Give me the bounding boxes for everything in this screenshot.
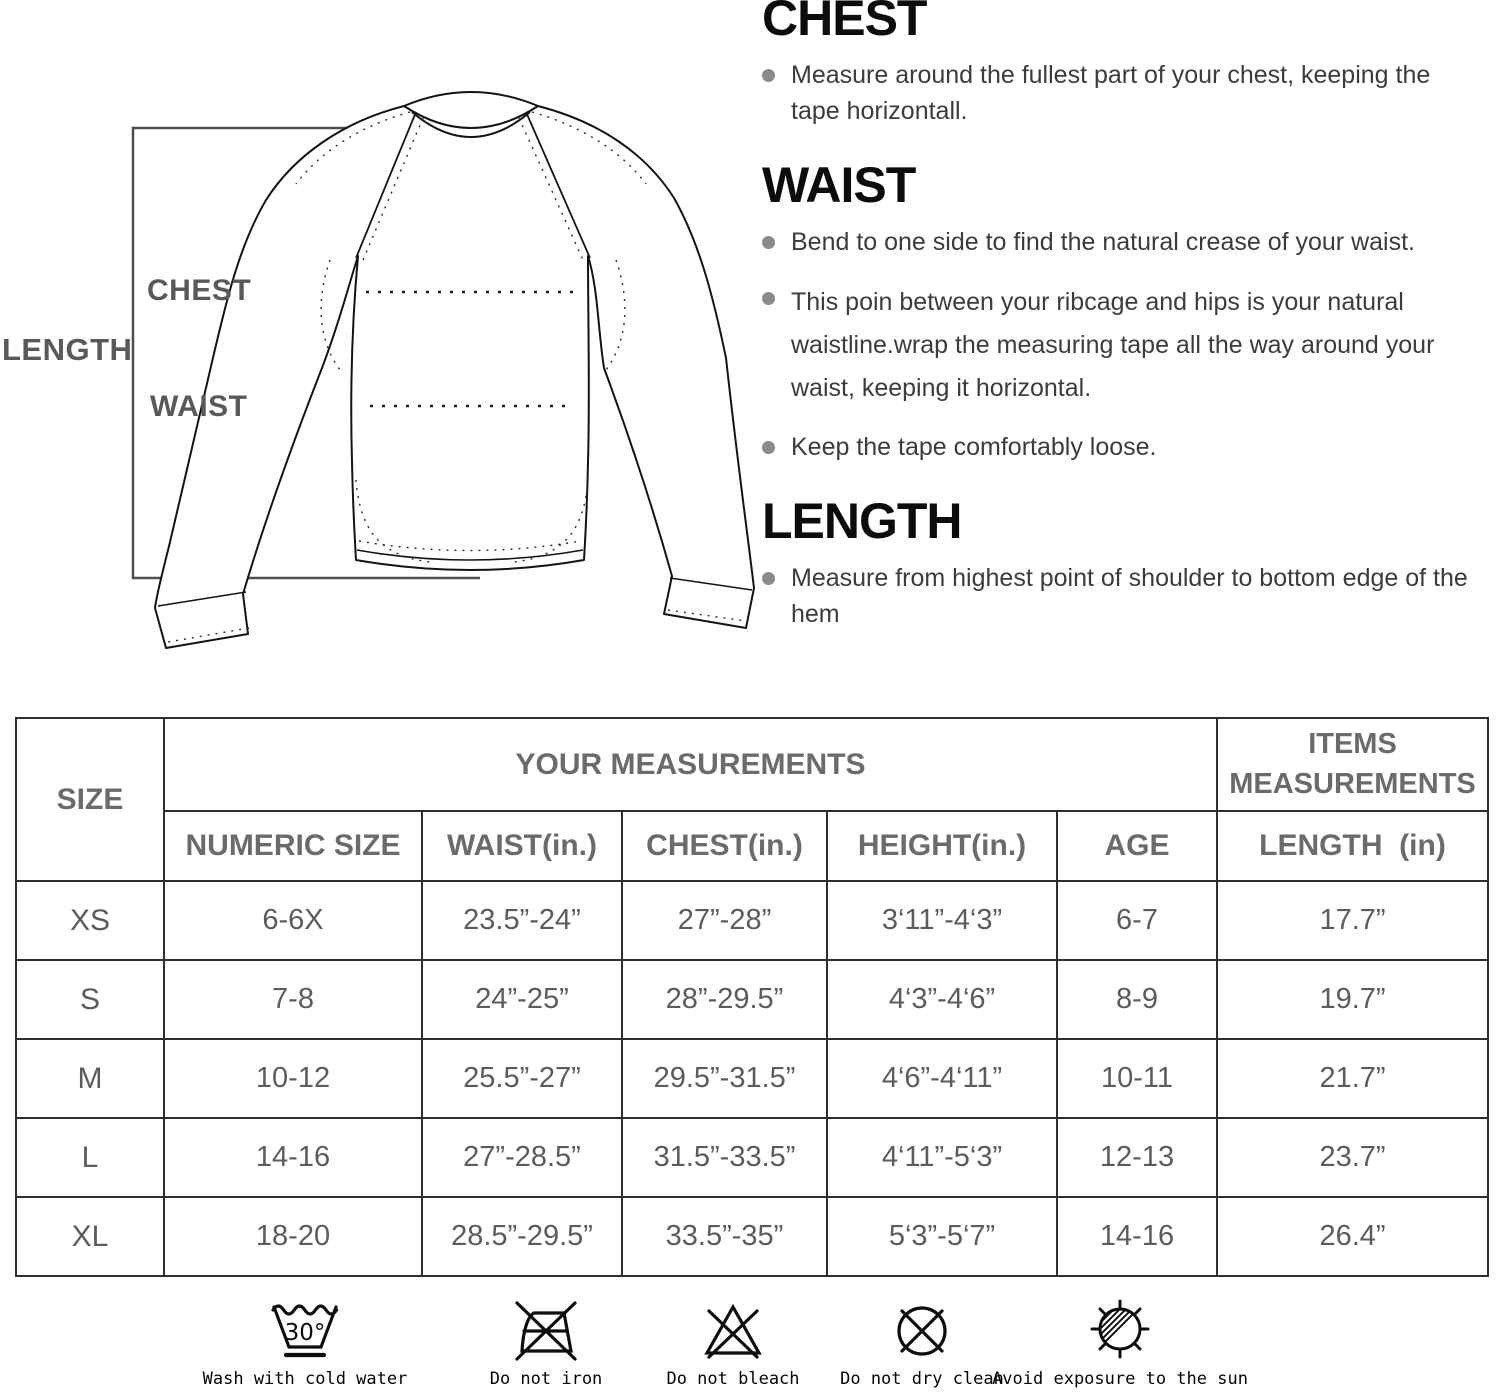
table-row-l <box>16 1118 1488 1197</box>
size-cell: M <box>16 1039 164 1118</box>
waist-bullet <box>762 281 1477 410</box>
col-height: HEIGHT(in.) <box>827 811 1057 881</box>
numeric-size-cell: 6-6X <box>164 881 422 960</box>
waist-section-title: WAIST <box>762 157 916 213</box>
height-cell: 5‘3”-5‘7” <box>827 1197 1057 1276</box>
your-measurements-header: YOUR MEASUREMENTS <box>164 718 1217 811</box>
shirt-diagram <box>0 60 760 680</box>
waist-bullet <box>762 225 1477 261</box>
waist-cell: 28.5”-29.5” <box>422 1197 622 1276</box>
care-label: Do not iron <box>489 1369 603 1389</box>
length-cell: 23.7” <box>1217 1118 1488 1197</box>
age-cell: 10-11 <box>1057 1039 1217 1118</box>
wash-temp-text: 30° <box>284 1320 326 1346</box>
chest-bullet <box>762 58 1477 129</box>
chest-section <box>762 0 1477 129</box>
age-cell: 12-13 <box>1057 1118 1217 1197</box>
waist-cell: 23.5”-24” <box>422 881 622 960</box>
do-not-dry-clean-icon <box>890 1295 954 1363</box>
chest-cell: 33.5”-35” <box>622 1197 827 1276</box>
avoid-sun-icon <box>1088 1295 1152 1363</box>
table-row-m <box>16 1039 1488 1118</box>
diagram-length-label: LENGTH <box>2 332 133 367</box>
bullet-dot <box>762 69 775 82</box>
waist-cell: 24”-25” <box>422 960 622 1039</box>
bullet-dot <box>762 572 775 585</box>
col-length: LENGTH (in) <box>1217 811 1488 881</box>
bullet-text: Bend to one side to find the natural crease of your waist. <box>791 228 1415 256</box>
col-chest: CHEST(in.) <box>622 811 827 881</box>
bullet-dot <box>762 441 775 454</box>
bullet-text: Measure from highest point of shoulder to bottom edge of the hem <box>791 564 1468 628</box>
height-cell: 4‘3”-4‘6” <box>827 960 1057 1039</box>
numeric-size-cell: 10-12 <box>164 1039 422 1118</box>
wash-cold-30-icon <box>267 1295 343 1363</box>
size-chart-table <box>15 717 1489 1277</box>
waist-bullet <box>762 430 1477 466</box>
do-not-iron-icon <box>514 1295 578 1363</box>
col-age: AGE <box>1057 811 1217 881</box>
length-section <box>762 495 1477 632</box>
waist-cell: 27”-28.5” <box>422 1118 622 1197</box>
shirt-outline <box>155 92 754 648</box>
bullet-text: Measure around the fullest part of your chest, keeping the tape horizontall. <box>791 61 1431 125</box>
table-row-xl <box>16 1197 1488 1276</box>
col-waist: WAIST(in.) <box>422 811 622 881</box>
bullet-text: This poin between your ribcage and hips is your natural waistline.wrap the measuring tape all the way around your waist, keeping it horizontal. <box>791 287 1435 402</box>
size-cell: S <box>16 960 164 1039</box>
size-cell: XL <box>16 1197 164 1276</box>
length-section-title: LENGTH <box>762 493 962 549</box>
care-label: Do not bleach <box>666 1369 800 1389</box>
bullet-dot <box>762 292 775 305</box>
care-label: Avoid exposure to the sun <box>992 1369 1248 1389</box>
care-item-wash <box>175 1295 435 1389</box>
do-not-bleach-icon <box>701 1295 765 1363</box>
numeric-size-cell: 14-16 <box>164 1118 422 1197</box>
length-cell: 17.7” <box>1217 881 1488 960</box>
diagram-chest-label: CHEST <box>147 274 252 307</box>
care-item-sun <box>990 1295 1250 1389</box>
diagram-waist-label: WAIST <box>150 390 248 423</box>
table-row-s <box>16 960 1488 1039</box>
measuring-instructions <box>762 0 1477 662</box>
bullet-dot <box>762 236 775 249</box>
length-cell: 19.7” <box>1217 960 1488 1039</box>
waist-section <box>762 159 1477 465</box>
size-cell: L <box>16 1118 164 1197</box>
care-label: Wash with cold water <box>202 1369 408 1389</box>
height-cell: 4‘6”-4‘11” <box>827 1039 1057 1118</box>
length-bullet <box>762 561 1477 632</box>
length-cell: 26.4” <box>1217 1197 1488 1276</box>
bullet-text: Keep the tape comfortably loose. <box>791 432 1157 461</box>
size-header-cell: SIZE <box>16 718 164 881</box>
chest-cell: 27”-28” <box>622 881 827 960</box>
height-cell: 4‘11”-5‘3” <box>827 1118 1057 1197</box>
chest-cell: 28”-29.5” <box>622 960 827 1039</box>
length-cell: 21.7” <box>1217 1039 1488 1118</box>
chest-section-title: CHEST <box>762 0 927 46</box>
items-measurements-header: ITEMS MEASUREMENTS <box>1217 718 1488 811</box>
numeric-size-cell: 7-8 <box>164 960 422 1039</box>
age-cell: 14-16 <box>1057 1197 1217 1276</box>
table-row-xs <box>16 881 1488 960</box>
numeric-size-cell: 18-20 <box>164 1197 422 1276</box>
age-cell: 8-9 <box>1057 960 1217 1039</box>
chest-cell: 29.5”-31.5” <box>622 1039 827 1118</box>
waist-cell: 25.5”-27” <box>422 1039 622 1118</box>
chest-cell: 31.5”-33.5” <box>622 1118 827 1197</box>
care-label: Do not dry clean <box>840 1369 1004 1389</box>
age-cell: 6-7 <box>1057 881 1217 960</box>
col-numeric-size: NUMERIC SIZE <box>164 811 422 881</box>
height-cell: 3‘11”-4‘3” <box>827 881 1057 960</box>
size-cell: XS <box>16 881 164 960</box>
